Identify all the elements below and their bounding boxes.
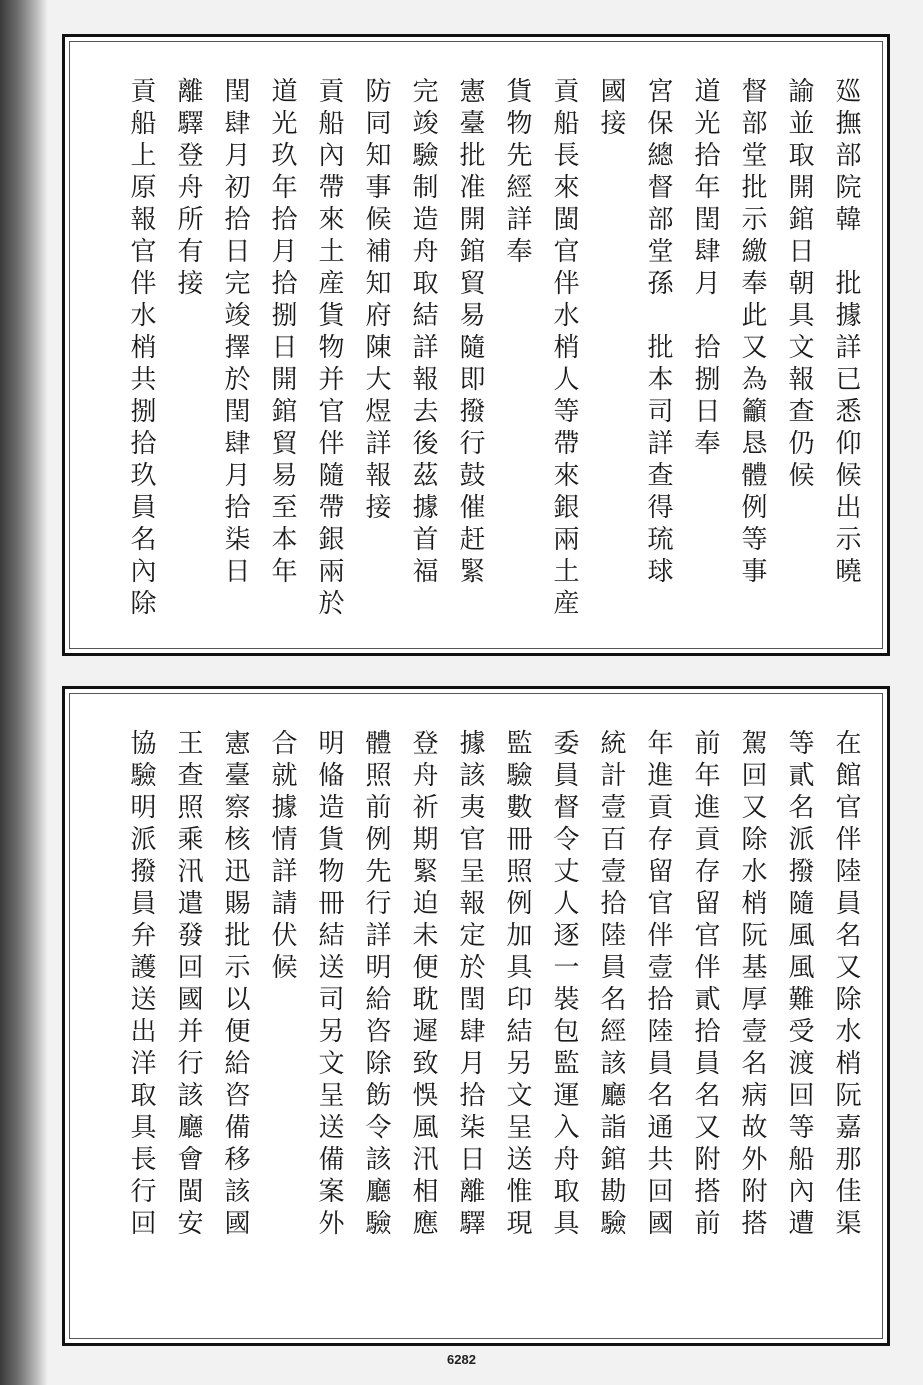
text-column: 協驗明派撥員弁護送出洋取具長行回 — [126, 729, 156, 1241]
text-column: 閏肆月初拾日完竣擇於閏肆月拾柒日 — [220, 77, 250, 589]
text-column: 憲臺察核迅賜批示以便給咨備移該國 — [220, 729, 250, 1241]
top-manuscript-panel — [62, 34, 890, 656]
text-column: 廵撫部院韓 批據詳已悉仰候出示曉 — [831, 77, 861, 589]
text-column: 諭並取開錧日朝具文報查仍候 — [784, 77, 814, 493]
top-panel-columns — [83, 77, 869, 633]
text-column: 駕回又除水梢阮基厚壹名病故外附搭 — [737, 729, 767, 1241]
bottom-panel-columns — [83, 729, 869, 1323]
text-column: 道光拾年閏肆月 拾捌日奉 — [690, 77, 720, 461]
text-column: 防同知事候補知府陳大煜詳報接 — [361, 77, 391, 525]
text-column: 等貳名派撥隨風風難受渡回等船內遭 — [784, 729, 814, 1241]
text-column: 明偹造貨物冊結送司另文呈送備案外 — [314, 729, 344, 1241]
text-column: 在館官伴陸員名又除水梢阮嘉那佳渠 — [831, 729, 861, 1241]
text-column: 貨物先經詳奉 — [502, 77, 532, 269]
text-column: 宮保總督部堂孫 批本司詳查得琉球 — [643, 77, 673, 589]
text-column: 合就據情詳請伏候 — [267, 729, 297, 985]
book-binding-shadow — [0, 0, 48, 1385]
text-column: 前年進貢存留官伴貳拾員名又附搭前 — [690, 729, 720, 1241]
text-column: 委員督令丈人逐一裝包監運入舟取具 — [549, 729, 579, 1241]
text-column: 完竣驗制造舟取結詳報去後茲據首福 — [408, 77, 438, 589]
text-column: 道光玖年拾月拾捌日開錧貿易至本年 — [267, 77, 297, 589]
text-column: 監驗數冊照例加具印結另文呈送惟現 — [502, 729, 532, 1241]
text-column: 據該夷官呈報定於閏肆月拾柒日離驛 — [455, 729, 485, 1241]
text-column: 貢船內帶來土産貨物并官伴隨帶銀兩於 — [314, 77, 344, 621]
text-column: 貢船上原報官伴水梢共捌拾玖員名內除 — [126, 77, 156, 621]
text-column: 登舟祈期緊迫未便耽遲致悞風汛相應 — [408, 729, 438, 1241]
text-column: 憲臺批准開錧貿易隨即撥行鼓催赶緊 — [455, 77, 485, 589]
text-column: 貢船長來閩官伴水梢人等帶來銀兩土産 — [549, 77, 579, 621]
text-column: 王查照乘汛遣發回國并行該廳會閩安 — [173, 729, 203, 1241]
text-column: 離驛登舟所有接 — [173, 77, 203, 301]
text-column: 督部堂批示繳奉此又為籲恳體例等事 — [737, 77, 767, 589]
text-column: 年進貢存留官伴壹拾陸員名通共回國 — [643, 729, 673, 1241]
page-number: 6282 — [447, 1352, 476, 1367]
text-column: 統計壹百壹拾陸員名經該廳詣錧勘驗 — [596, 729, 626, 1241]
text-column: 體照前例先行詳明給咨除飭令該廳驗 — [361, 729, 391, 1241]
text-column: 國接 — [596, 77, 626, 141]
bottom-manuscript-panel — [62, 686, 890, 1346]
